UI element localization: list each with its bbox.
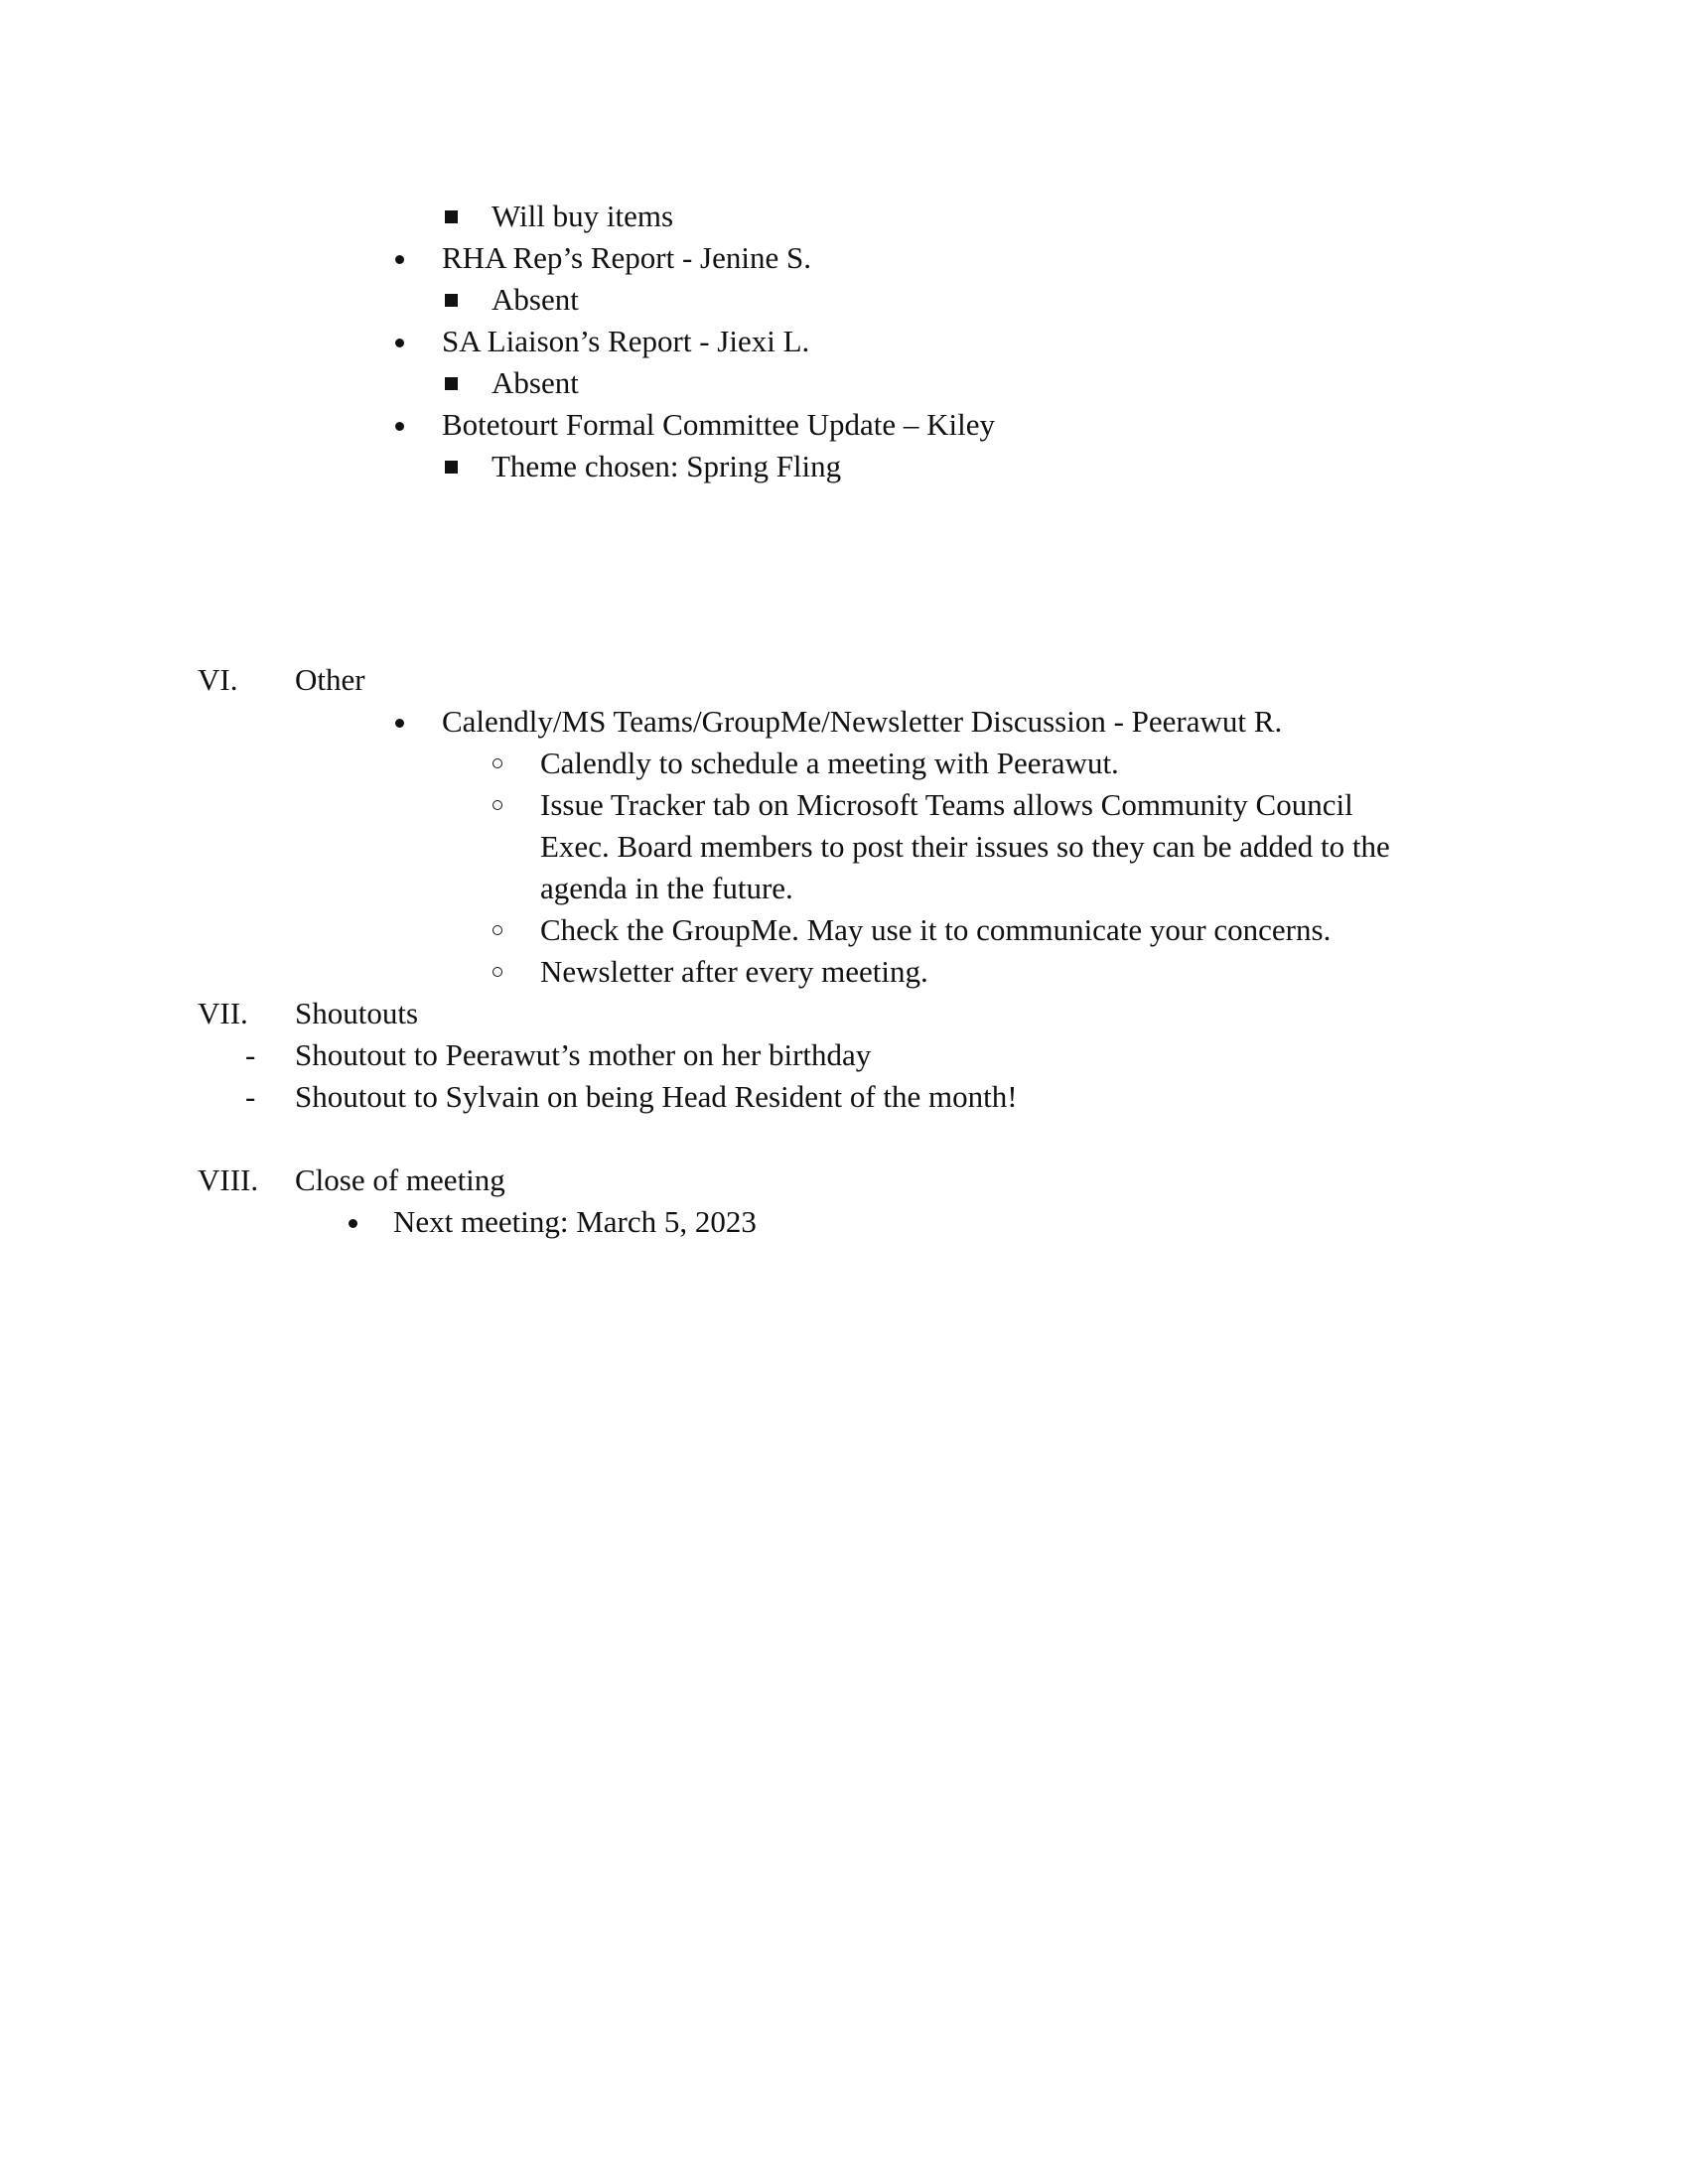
- list-item-text: Will buy items: [492, 199, 674, 233]
- list-item-text: Shoutout to Sylvain on being Head Resident of the month!: [295, 1079, 1018, 1114]
- list-item-text: agenda in the future.: [540, 871, 793, 905]
- bullet-dot-icon: [395, 255, 404, 264]
- hollow-bullet-icon: [492, 758, 502, 768]
- section-numeral: VI.: [198, 662, 238, 697]
- list-item: [0, 1201, 1688, 1243]
- list-item-text: Theme chosen: Spring Fling: [492, 449, 842, 483]
- section-heading-other: [0, 659, 1688, 701]
- list-item-text: SA Liaison’s Report - Jiexi L.: [442, 324, 810, 358]
- square-bullet-icon: [445, 461, 458, 474]
- list-item: [0, 237, 1688, 279]
- square-bullet-icon: [445, 377, 458, 390]
- list-item-text: Shoutout to Peerawut’s mother on her birthday: [295, 1037, 872, 1072]
- list-item: [0, 196, 1688, 237]
- list-item-text: Botetourt Formal Committee Update – Kiley: [442, 407, 996, 442]
- list-item: [0, 404, 1688, 446]
- list-item-text: Calendly/MS Teams/GroupMe/Newsletter Discussion - Peerawut R.: [442, 704, 1283, 739]
- list-item: [0, 446, 1688, 487]
- list-item: [0, 701, 1688, 743]
- list-item-text: Absent: [492, 282, 579, 317]
- list-item-text: Issue Tracker tab on Microsoft Teams allows Community Council: [540, 787, 1353, 822]
- square-bullet-icon: [445, 294, 458, 307]
- list-item: [0, 951, 1688, 993]
- list-item: [0, 743, 1688, 784]
- list-item-text: Next meeting: March 5, 2023: [393, 1204, 757, 1239]
- list-item: [0, 362, 1688, 404]
- square-bullet-icon: [445, 210, 458, 223]
- bullet-dot-icon: [395, 719, 404, 728]
- list-item-continuation: [0, 868, 1688, 909]
- section-numeral: VIII.: [198, 1162, 259, 1197]
- list-item-text: Absent: [492, 365, 579, 400]
- list-item-text: RHA Rep’s Report - Jenine S.: [442, 240, 811, 275]
- section-heading-shoutouts: [0, 993, 1688, 1034]
- bullet-dot-icon: [395, 422, 404, 431]
- bullet-dot-icon: [395, 339, 404, 347]
- hollow-bullet-icon: [492, 800, 502, 810]
- list-item: [0, 1034, 1688, 1076]
- list-item: [0, 784, 1688, 826]
- list-item: [0, 909, 1688, 951]
- list-item-text: Exec. Board members to post their issues so they can be added to the: [540, 829, 1390, 864]
- section-title: Other: [295, 662, 365, 697]
- list-item: [0, 279, 1688, 321]
- dash-bullet: -: [245, 1037, 256, 1072]
- list-item-text: Calendly to schedule a meeting with Peerawut.: [540, 746, 1119, 780]
- section-title: Close of meeting: [295, 1162, 505, 1197]
- bullet-dot-icon: [349, 1219, 357, 1228]
- hollow-bullet-icon: [492, 967, 502, 977]
- list-item-continuation: [0, 826, 1688, 868]
- list-item-text: Check the GroupMe. May use it to communicate your concerns.: [540, 912, 1332, 947]
- list-item: [0, 321, 1688, 362]
- list-item: [0, 1076, 1688, 1118]
- dash-bullet: -: [245, 1079, 256, 1114]
- hollow-bullet-icon: [492, 925, 502, 935]
- list-item-text: Newsletter after every meeting.: [540, 954, 928, 989]
- section-heading-close: [0, 1160, 1688, 1201]
- section-title: Shoutouts: [295, 996, 419, 1030]
- section-numeral: VII.: [198, 996, 248, 1030]
